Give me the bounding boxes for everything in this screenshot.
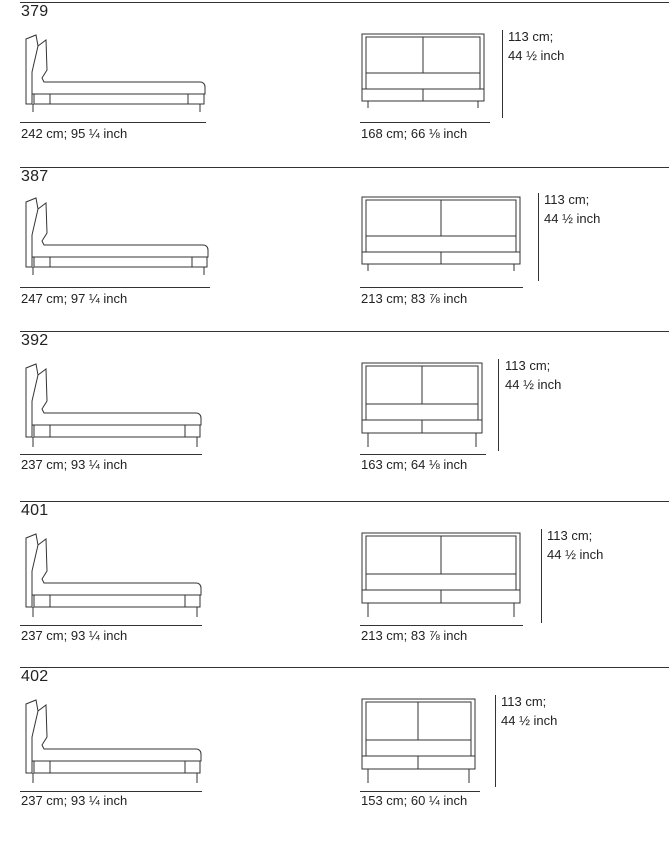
model-code: 402 (21, 668, 49, 685)
bed-front-view-drawing (360, 361, 490, 446)
length-dimension-label: 237 cm; 93 ¼ inch (21, 457, 128, 472)
width-dimension-line (360, 287, 523, 288)
bed-side-view-drawing (20, 195, 215, 285)
length-dimension-label: 247 cm; 97 ¼ inch (21, 291, 128, 306)
width-dimension-label: 153 cm; 60 ¼ inch (361, 793, 468, 808)
bed-side-view-drawing (20, 361, 210, 456)
model-code: 401 (21, 502, 49, 519)
width-dimension-line (360, 625, 523, 626)
height-dimension-line (541, 529, 542, 623)
bed-front-view-drawing (360, 697, 485, 782)
row-divider (20, 331, 669, 332)
model-code: 379 (21, 3, 49, 20)
row-divider (20, 501, 669, 502)
bed-side-view-drawing (20, 531, 210, 626)
length-dimension-line (20, 791, 202, 792)
length-dimension-line (20, 287, 210, 288)
bed-front-view-drawing (360, 531, 525, 616)
height-dimension-inch: 44 ½ inch (544, 211, 601, 226)
height-dimension-line (498, 359, 499, 451)
model-row-402 (0, 667, 669, 832)
height-dimension-inch: 44 ½ inch (505, 377, 562, 392)
bed-side-view-drawing (20, 32, 210, 122)
width-dimension-label: 213 cm; 83 ⅞ inch (361, 291, 468, 306)
length-dimension-label: 237 cm; 93 ¼ inch (21, 628, 128, 643)
length-dimension-line (20, 122, 206, 123)
height-dimension-cm: 113 cm; (505, 358, 551, 373)
model-row-387 (0, 167, 669, 327)
length-dimension-label: 237 cm; 93 ¼ inch (21, 793, 128, 808)
height-dimension-inch: 44 ½ inch (547, 547, 604, 562)
height-dimension-inch: 44 ½ inch (501, 713, 558, 728)
bed-front-view-drawing (360, 195, 525, 275)
model-code: 387 (21, 168, 49, 185)
row-divider (20, 667, 669, 668)
height-dimension-line (495, 695, 496, 787)
bed-front-view-drawing (360, 32, 490, 112)
height-dimension-inch: 44 ½ inch (508, 48, 565, 63)
width-dimension-line (360, 791, 480, 792)
length-dimension-line (20, 454, 202, 455)
width-dimension-label: 213 cm; 83 ⅞ inch (361, 628, 468, 643)
model-row-379 (0, 2, 669, 162)
height-dimension-cm: 113 cm; (501, 694, 547, 709)
width-dimension-line (360, 122, 490, 123)
model-code: 392 (21, 332, 49, 349)
length-dimension-label: 242 cm; 95 ¼ inch (21, 126, 128, 141)
height-dimension-line (538, 193, 539, 281)
width-dimension-label: 168 cm; 66 ⅛ inch (361, 126, 468, 141)
bed-side-view-drawing (20, 697, 210, 792)
row-divider (20, 167, 669, 168)
height-dimension-cm: 113 cm; (547, 528, 593, 543)
width-dimension-line (360, 454, 486, 455)
row-divider (20, 2, 669, 3)
height-dimension-cm: 113 cm; (544, 192, 590, 207)
model-row-401 (0, 501, 669, 666)
width-dimension-label: 163 cm; 64 ⅛ inch (361, 457, 468, 472)
height-dimension-line (502, 30, 503, 118)
height-dimension-cm: 113 cm; (508, 29, 554, 44)
length-dimension-line (20, 625, 202, 626)
model-row-392 (0, 331, 669, 496)
